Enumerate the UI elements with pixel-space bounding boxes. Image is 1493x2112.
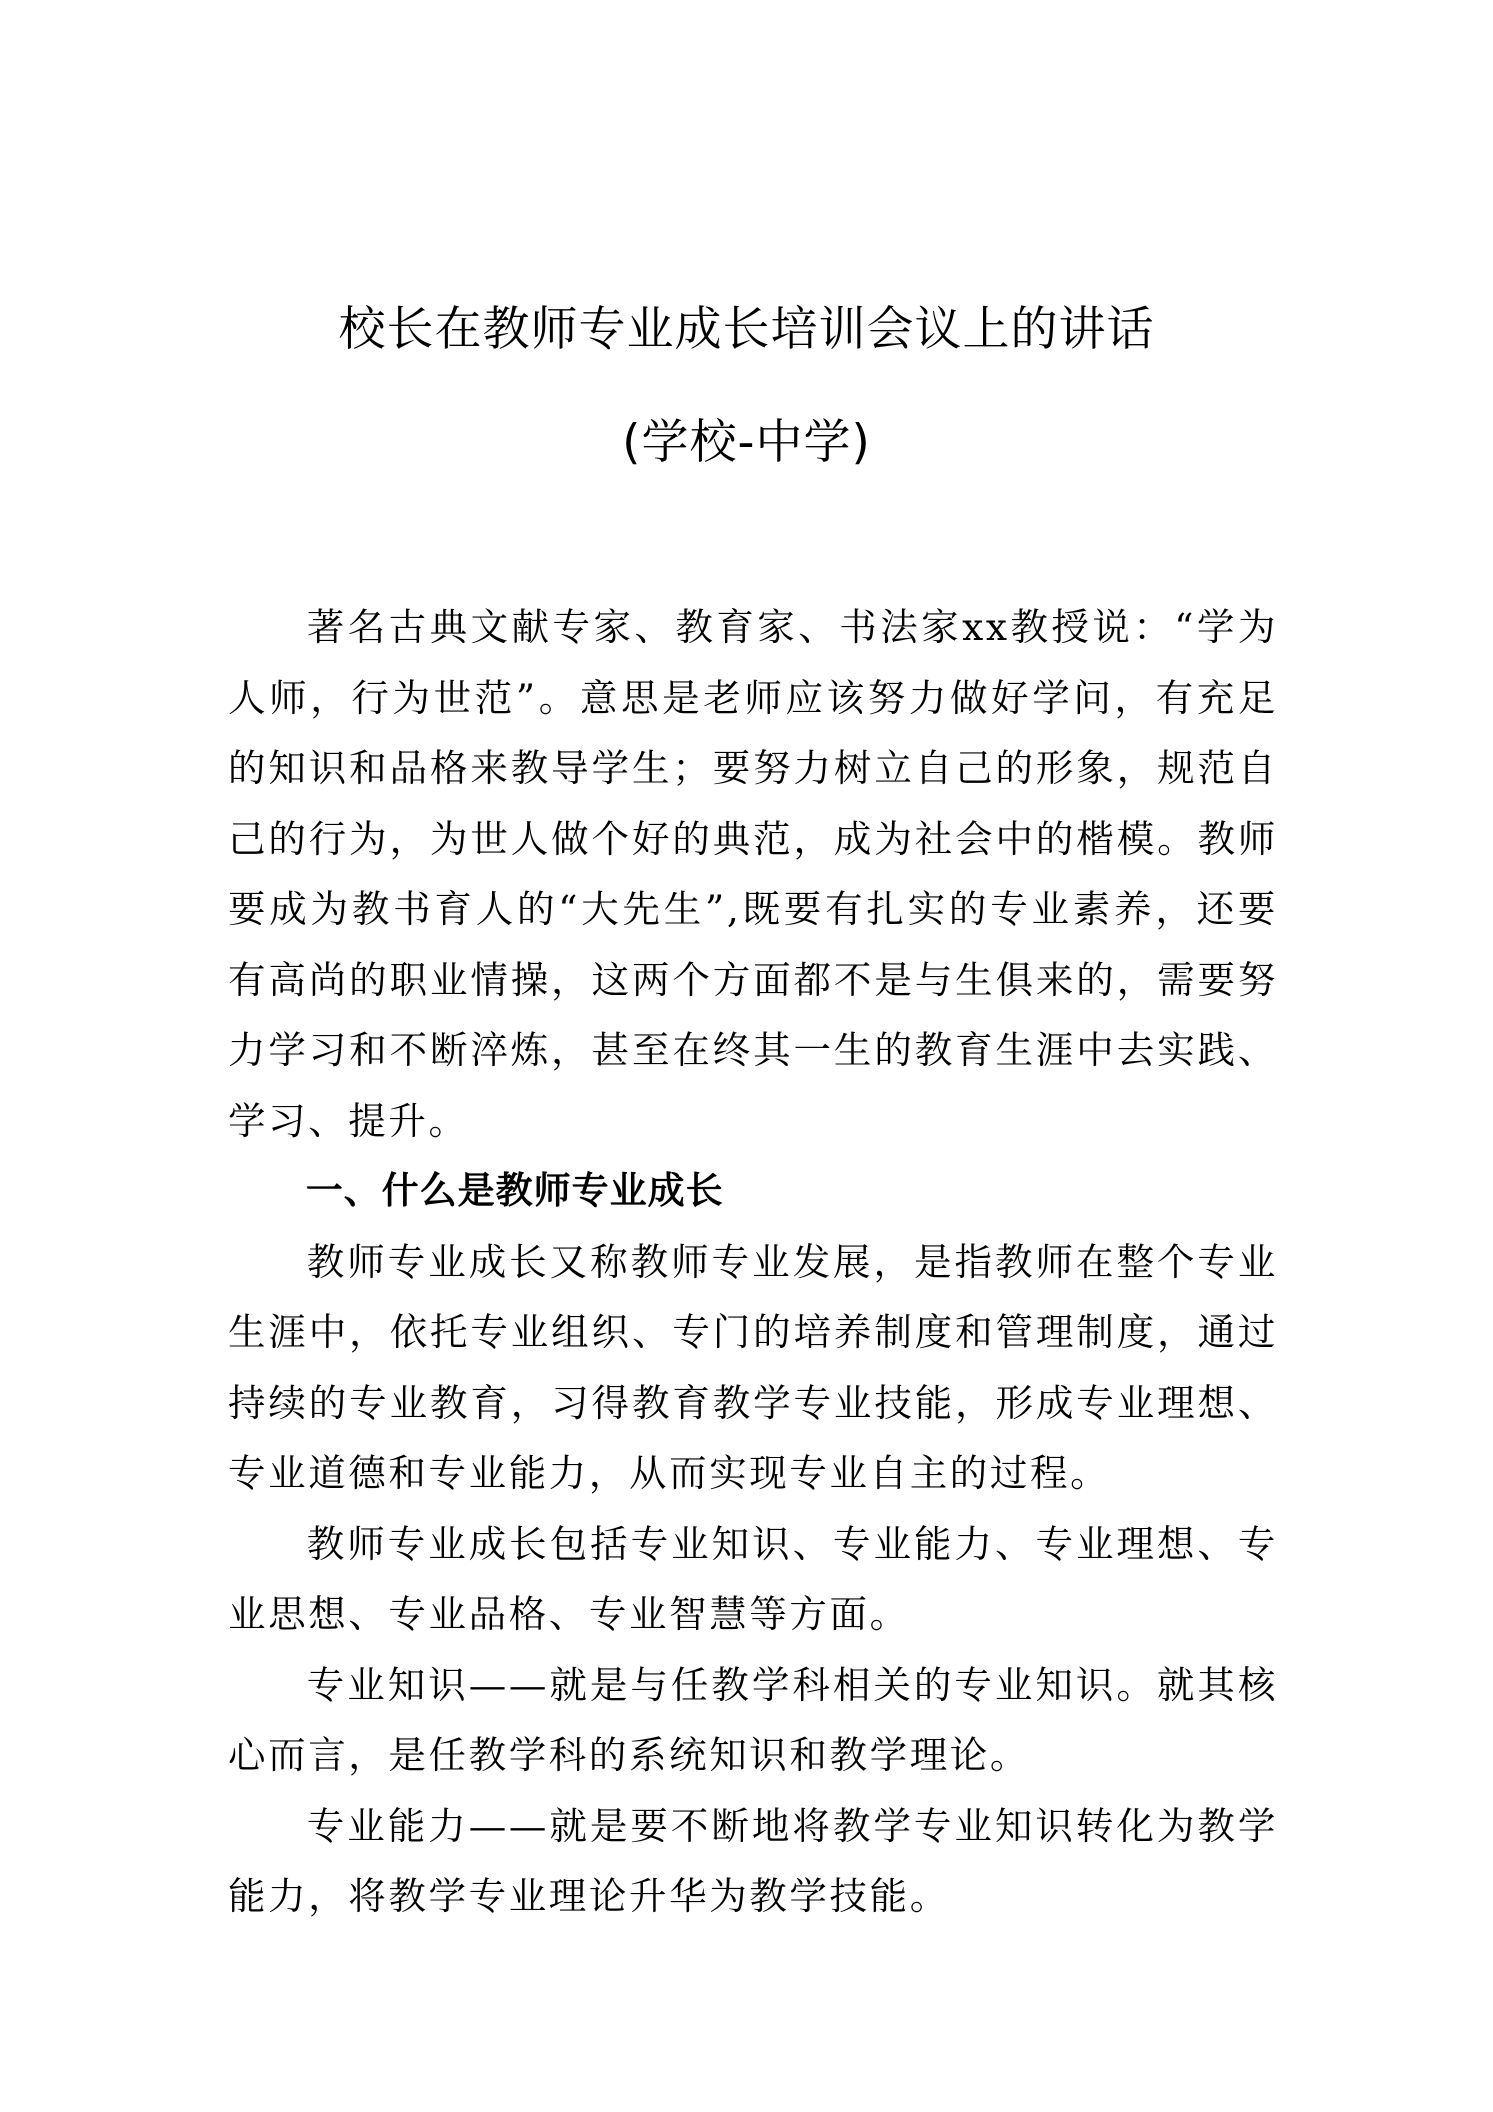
document-body — [228, 592, 1278, 1932]
components-paragraph: 教师专业成长包括专业知识、专业能力、专业理想、专业思想、专业品格、专业智慧等方面。 — [228, 1521, 1278, 1636]
professional-ability-paragraph: 专业能力——就是要不断地将教学专业知识转化为教学能力，将教学专业理论升华为教学技能。 — [228, 1803, 1278, 1918]
document-title: 校长在教师专业成长培训会议上的讲话 — [338, 302, 1155, 357]
document-subtitle: (学校-中学) — [622, 415, 871, 470]
definition-paragraph: 教师专业成长又称教师专业发展，是指教师在整个专业生涯中，依托专业组织、专门的培养制度和管理制度，通过持续的专业教育，习得教育教学专业技能，形成专业理想、专业道德和专业能力，从而实现专业自主的过程。 — [228, 1239, 1278, 1495]
intro-paragraph: 著名古典文献专家、教育家、书法家xx教授说：“学为人师，行为世范”。意思是老师应该努力做好学问，有充足的知识和品格来教导学生；要努力树立自己的形象，规范自己的行为，为世人做个好的典范，成为社会中的楷模。教师要成为教书育人的“大先生”,既要有扎实的专业素养，还要有高尚的职业情操，这两个方面都不是与生俱来的，需要努力学习和不断淬炼，甚至在终其一生的教育生涯中去实践、学习、提升。 — [228, 605, 1278, 1143]
section-heading-1: 一、什么是教师专业成长 — [305, 1169, 724, 1212]
professional-knowledge-paragraph: 专业知识——就是与任教学科相关的专业知识。就其核心而言，是任教学科的系统知识和教学理论。 — [228, 1662, 1278, 1777]
